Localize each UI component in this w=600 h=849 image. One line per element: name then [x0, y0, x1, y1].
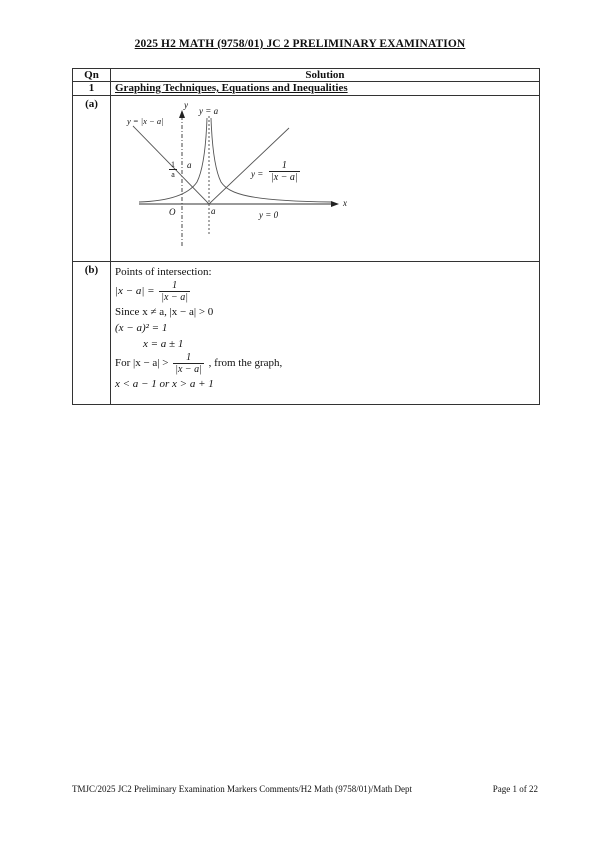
squared-line: (x − a)² = 1 [115, 322, 168, 334]
curve2-num: 1 [269, 160, 300, 172]
since-line: Since x ≠ a, |x − a| > 0 [115, 306, 214, 318]
y-intercept2-label [169, 160, 177, 179]
equation-num: 1 [159, 280, 190, 292]
inequality-num: 1 [173, 352, 204, 364]
equation-lhs: |x − a| = [115, 285, 155, 298]
solution-line: x = a ± 1 [143, 338, 184, 350]
y-intercept2-den: a [171, 170, 175, 179]
qn-header: Qn [73, 69, 111, 82]
curve2-den: |x − a| [271, 172, 298, 183]
x-intercept-label: a [211, 206, 216, 216]
part-a-row [73, 96, 540, 262]
asymptote-label: y = a [199, 106, 219, 116]
hasymptote-label: y = 0 [259, 210, 279, 220]
page-number: Page 1 of 22 [492, 784, 538, 794]
question-topic: Graphing Techniques, Equations and Inequalities [111, 82, 540, 96]
y-intercept2-num: 1 [171, 160, 175, 169]
x-axis-label: x [343, 198, 347, 208]
x-axis-arrow [331, 201, 339, 207]
inequality-fraction [173, 352, 204, 375]
equation-fraction [159, 280, 190, 303]
document-title: 2025 H2 MATH (9758/01) JC 2 PRELIMINARY EXAMINATION [134, 38, 466, 50]
question-row [73, 82, 540, 96]
equation-den: |x − a| [161, 292, 188, 303]
y-axis-arrow [179, 110, 185, 118]
equation-line [115, 280, 535, 304]
table-header-row [73, 69, 540, 82]
inequality-pre: For |x − a| > [115, 357, 169, 370]
part-b-row [73, 262, 540, 405]
footer-left: TMJC/2025 JC2 Preliminary Examination Markers Comments/H2 Math (9758/01)/Math Dept [72, 784, 412, 794]
solution-table [72, 68, 540, 405]
curve2-prefix: y = [251, 169, 264, 179]
part-b-label: (b) [73, 262, 111, 405]
solution-header: Solution [111, 69, 540, 82]
curve2-fraction [269, 160, 300, 183]
question-number: 1 [73, 82, 111, 96]
part-a-label: (a) [73, 96, 111, 262]
graph-container [111, 96, 539, 259]
modulus-curve [133, 126, 289, 204]
part-b-solution [111, 262, 540, 405]
inequality-post: , from the graph, [208, 357, 283, 370]
origin-label: O [169, 207, 176, 217]
inequality-den: |x − a| [175, 364, 202, 375]
curve1-label: y = |x − a| [127, 116, 164, 126]
final-answer: x < a − 1 or x > a + 1 [115, 378, 214, 390]
y-axis-label: y [184, 100, 188, 110]
intersection-heading: Points of intersection: [115, 266, 212, 278]
y-intercept-label: a [187, 160, 192, 170]
part-a-solution [111, 96, 540, 262]
inequality-line [115, 352, 535, 376]
